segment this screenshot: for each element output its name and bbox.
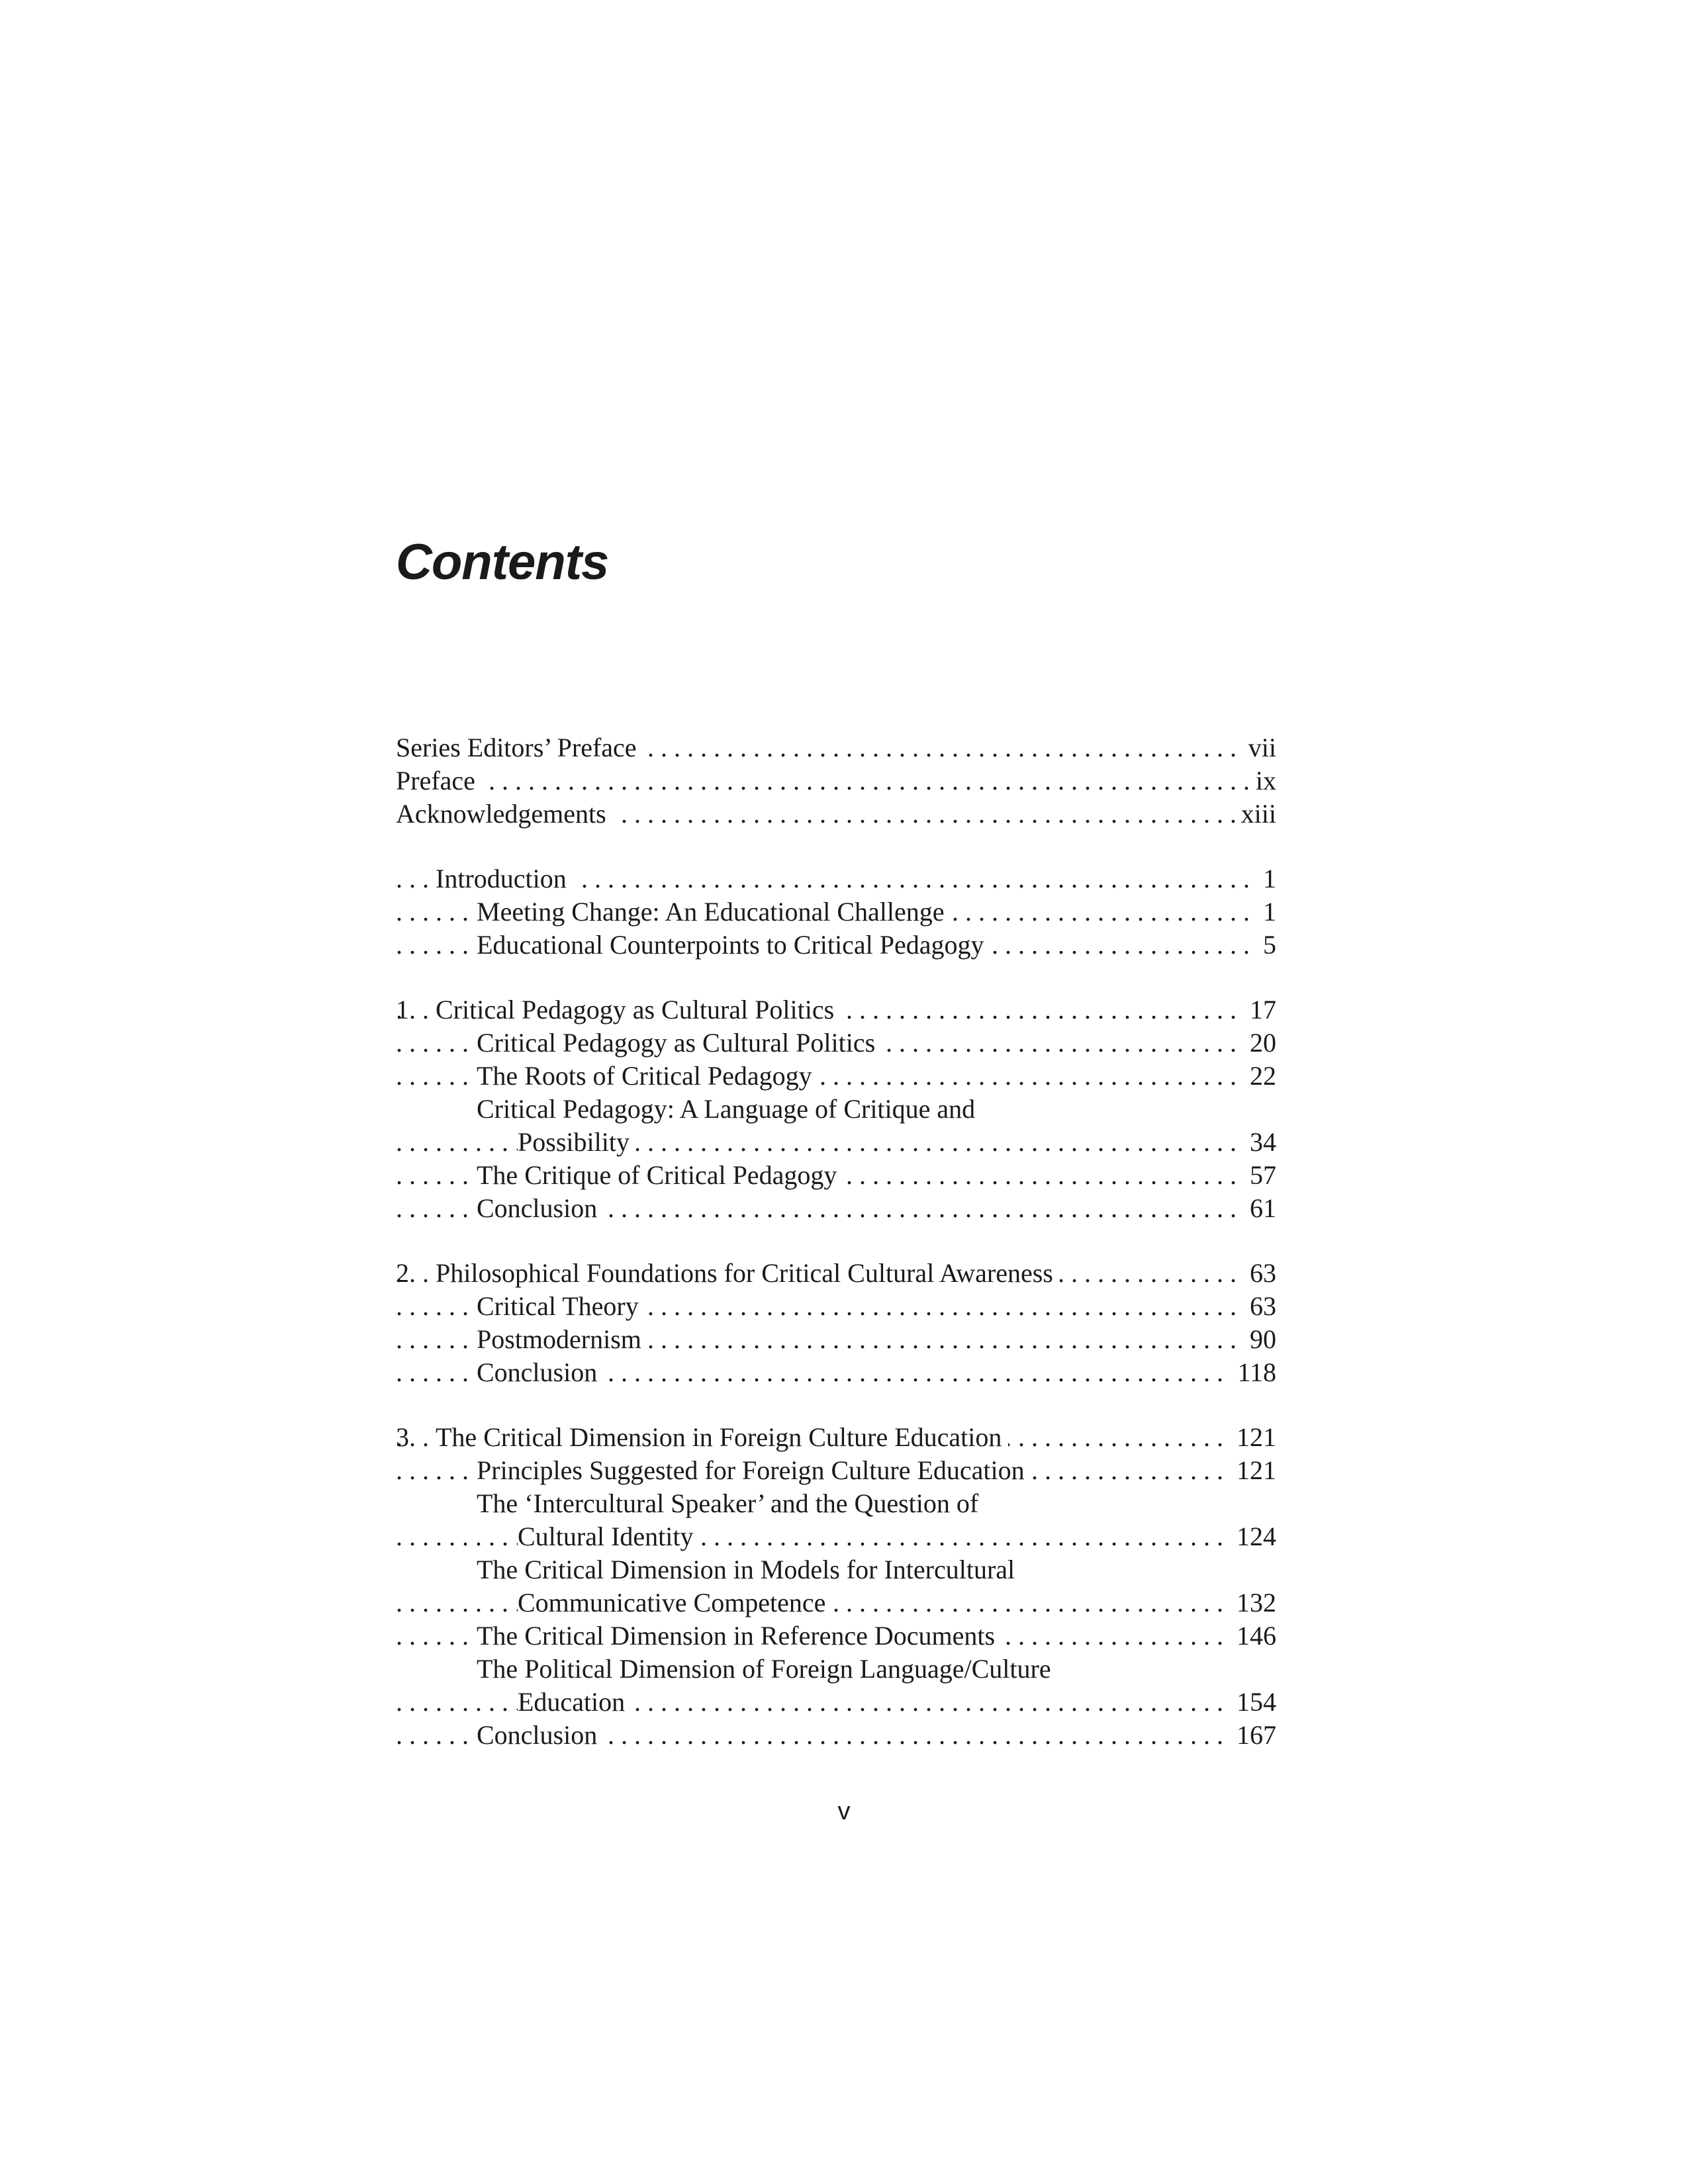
toc-page-number: 61: [1243, 1192, 1276, 1225]
toc-entry-title: Preface: [396, 766, 482, 796]
toc-page-number: 20: [1243, 1026, 1276, 1060]
toc-page-number: 146: [1230, 1619, 1276, 1653]
toc-entry: [396, 1719, 1276, 1752]
toc-entry-title: The Political Dimension of Foreign Language/Culture: [477, 1654, 1058, 1684]
toc-page-number: vii: [1242, 731, 1276, 764]
toc-entry: [396, 993, 1276, 1026]
toc-entry-title: Meeting Change: An Educational Challenge: [477, 897, 951, 927]
chapter-number: 1: [396, 995, 409, 1024]
toc-entry-title: The ‘Intercultural Speaker’ and the Question of: [477, 1488, 985, 1518]
toc-entry-title: Communicative Competence: [518, 1588, 832, 1617]
toc-entry: [396, 1257, 1276, 1290]
toc-entry-title: Education: [518, 1687, 632, 1717]
toc-entry-title: Critical Pedagogy as Cultural Politics: [436, 995, 841, 1024]
toc-entry-title: Principles Suggested for Foreign Culture Education: [477, 1455, 1031, 1485]
page-title: Contents: [396, 534, 609, 590]
toc-entry: [396, 1290, 1276, 1323]
toc-entry: [396, 1159, 1276, 1192]
toc-entry-title: Postmodernism: [477, 1324, 648, 1354]
toc-entry: [396, 1520, 1276, 1553]
toc-entry: [396, 1586, 1276, 1619]
toc-page-number: 132: [1230, 1586, 1276, 1619]
section-spacer: [396, 831, 1276, 862]
toc-page-number: 5: [1256, 929, 1276, 962]
toc-page-number: ix: [1249, 764, 1276, 797]
toc-page-number: 121: [1230, 1421, 1276, 1454]
table-of-contents: [396, 731, 1276, 1752]
toc-page-number: 154: [1230, 1686, 1276, 1719]
toc-entry: [396, 1553, 1276, 1586]
toc-entry: [396, 1487, 1276, 1520]
toc-entry-title: Possibility: [518, 1127, 636, 1157]
section-spacer: [396, 962, 1276, 993]
toc-entry-title: Conclusion: [477, 1720, 604, 1750]
toc-entry-title: Critical Theory: [477, 1291, 645, 1321]
chapter-number: 3: [396, 1422, 409, 1452]
toc-entry-title: Introduction: [436, 864, 573, 893]
toc-entry-title: Educational Counterpoints to Critical Pedagogy: [477, 930, 991, 960]
toc-entry: [396, 764, 1276, 797]
toc-page-number: 17: [1243, 993, 1276, 1026]
toc-entry-title: Conclusion: [477, 1193, 604, 1223]
toc-entry-title: The Critical Dimension in Models for Intercultural: [477, 1555, 1021, 1584]
toc-entry-title: The Critique of Critical Pedagogy: [477, 1160, 843, 1190]
toc-entry: [396, 1323, 1276, 1356]
toc-page-number: 90: [1243, 1323, 1276, 1356]
toc-page-number: 118: [1231, 1356, 1276, 1389]
toc-entry: [396, 1192, 1276, 1225]
toc-entry-title: Philosophical Foundations for Critical Cultural Awareness: [436, 1258, 1060, 1288]
toc-entry: [396, 862, 1276, 895]
toc-page-number: xiii: [1235, 797, 1276, 831]
toc-page-number: 57: [1243, 1159, 1276, 1192]
dot-leader: [396, 764, 1276, 797]
section-spacer: [396, 1389, 1276, 1421]
toc-page-number: 63: [1243, 1257, 1276, 1290]
toc-entry: [396, 1356, 1276, 1389]
toc-entry-title: The Critical Dimension in Foreign Culture Education: [436, 1422, 1008, 1452]
toc-entry: [396, 1454, 1276, 1487]
toc-page-number: 22: [1243, 1060, 1276, 1093]
toc-page-number: 124: [1230, 1520, 1276, 1553]
toc-page-number: 167: [1230, 1719, 1276, 1752]
toc-page-number: 1: [1256, 862, 1276, 895]
toc-entry: [396, 797, 1276, 831]
toc-entry: [396, 1060, 1276, 1093]
toc-entry: [396, 1026, 1276, 1060]
toc-entry: [396, 895, 1276, 929]
toc-entry: [396, 1421, 1276, 1454]
toc-entry: [396, 731, 1276, 764]
chapter-number: 2: [396, 1258, 409, 1288]
toc-entry: [396, 1093, 1276, 1126]
toc-entry: [396, 1686, 1276, 1719]
section-spacer: [396, 1225, 1276, 1257]
toc-entry-title: The Critical Dimension in Reference Documents: [477, 1621, 1002, 1651]
toc-entry: [396, 929, 1276, 962]
toc-entry-title: Critical Pedagogy: A Language of Critique and: [477, 1094, 982, 1124]
toc-entry-title: Cultural Identity: [518, 1522, 700, 1551]
toc-entry-title: Critical Pedagogy as Cultural Politics: [477, 1028, 882, 1058]
toc-page-number: 1: [1256, 895, 1276, 929]
toc-entry-title: Series Editors’ Preface: [396, 733, 643, 762]
toc-page-number: 34: [1243, 1126, 1276, 1159]
toc-entry-title: Conclusion: [477, 1357, 604, 1387]
toc-page-number: 63: [1243, 1290, 1276, 1323]
toc-page-number: 121: [1230, 1454, 1276, 1487]
toc-entry: [396, 1126, 1276, 1159]
page-number: v: [837, 1797, 851, 1825]
toc-entry-title: The Roots of Critical Pedagogy: [477, 1061, 819, 1091]
toc-entry: [396, 1653, 1276, 1686]
toc-entry-title: Acknowledgements: [396, 799, 613, 829]
toc-entry: [396, 1619, 1276, 1653]
